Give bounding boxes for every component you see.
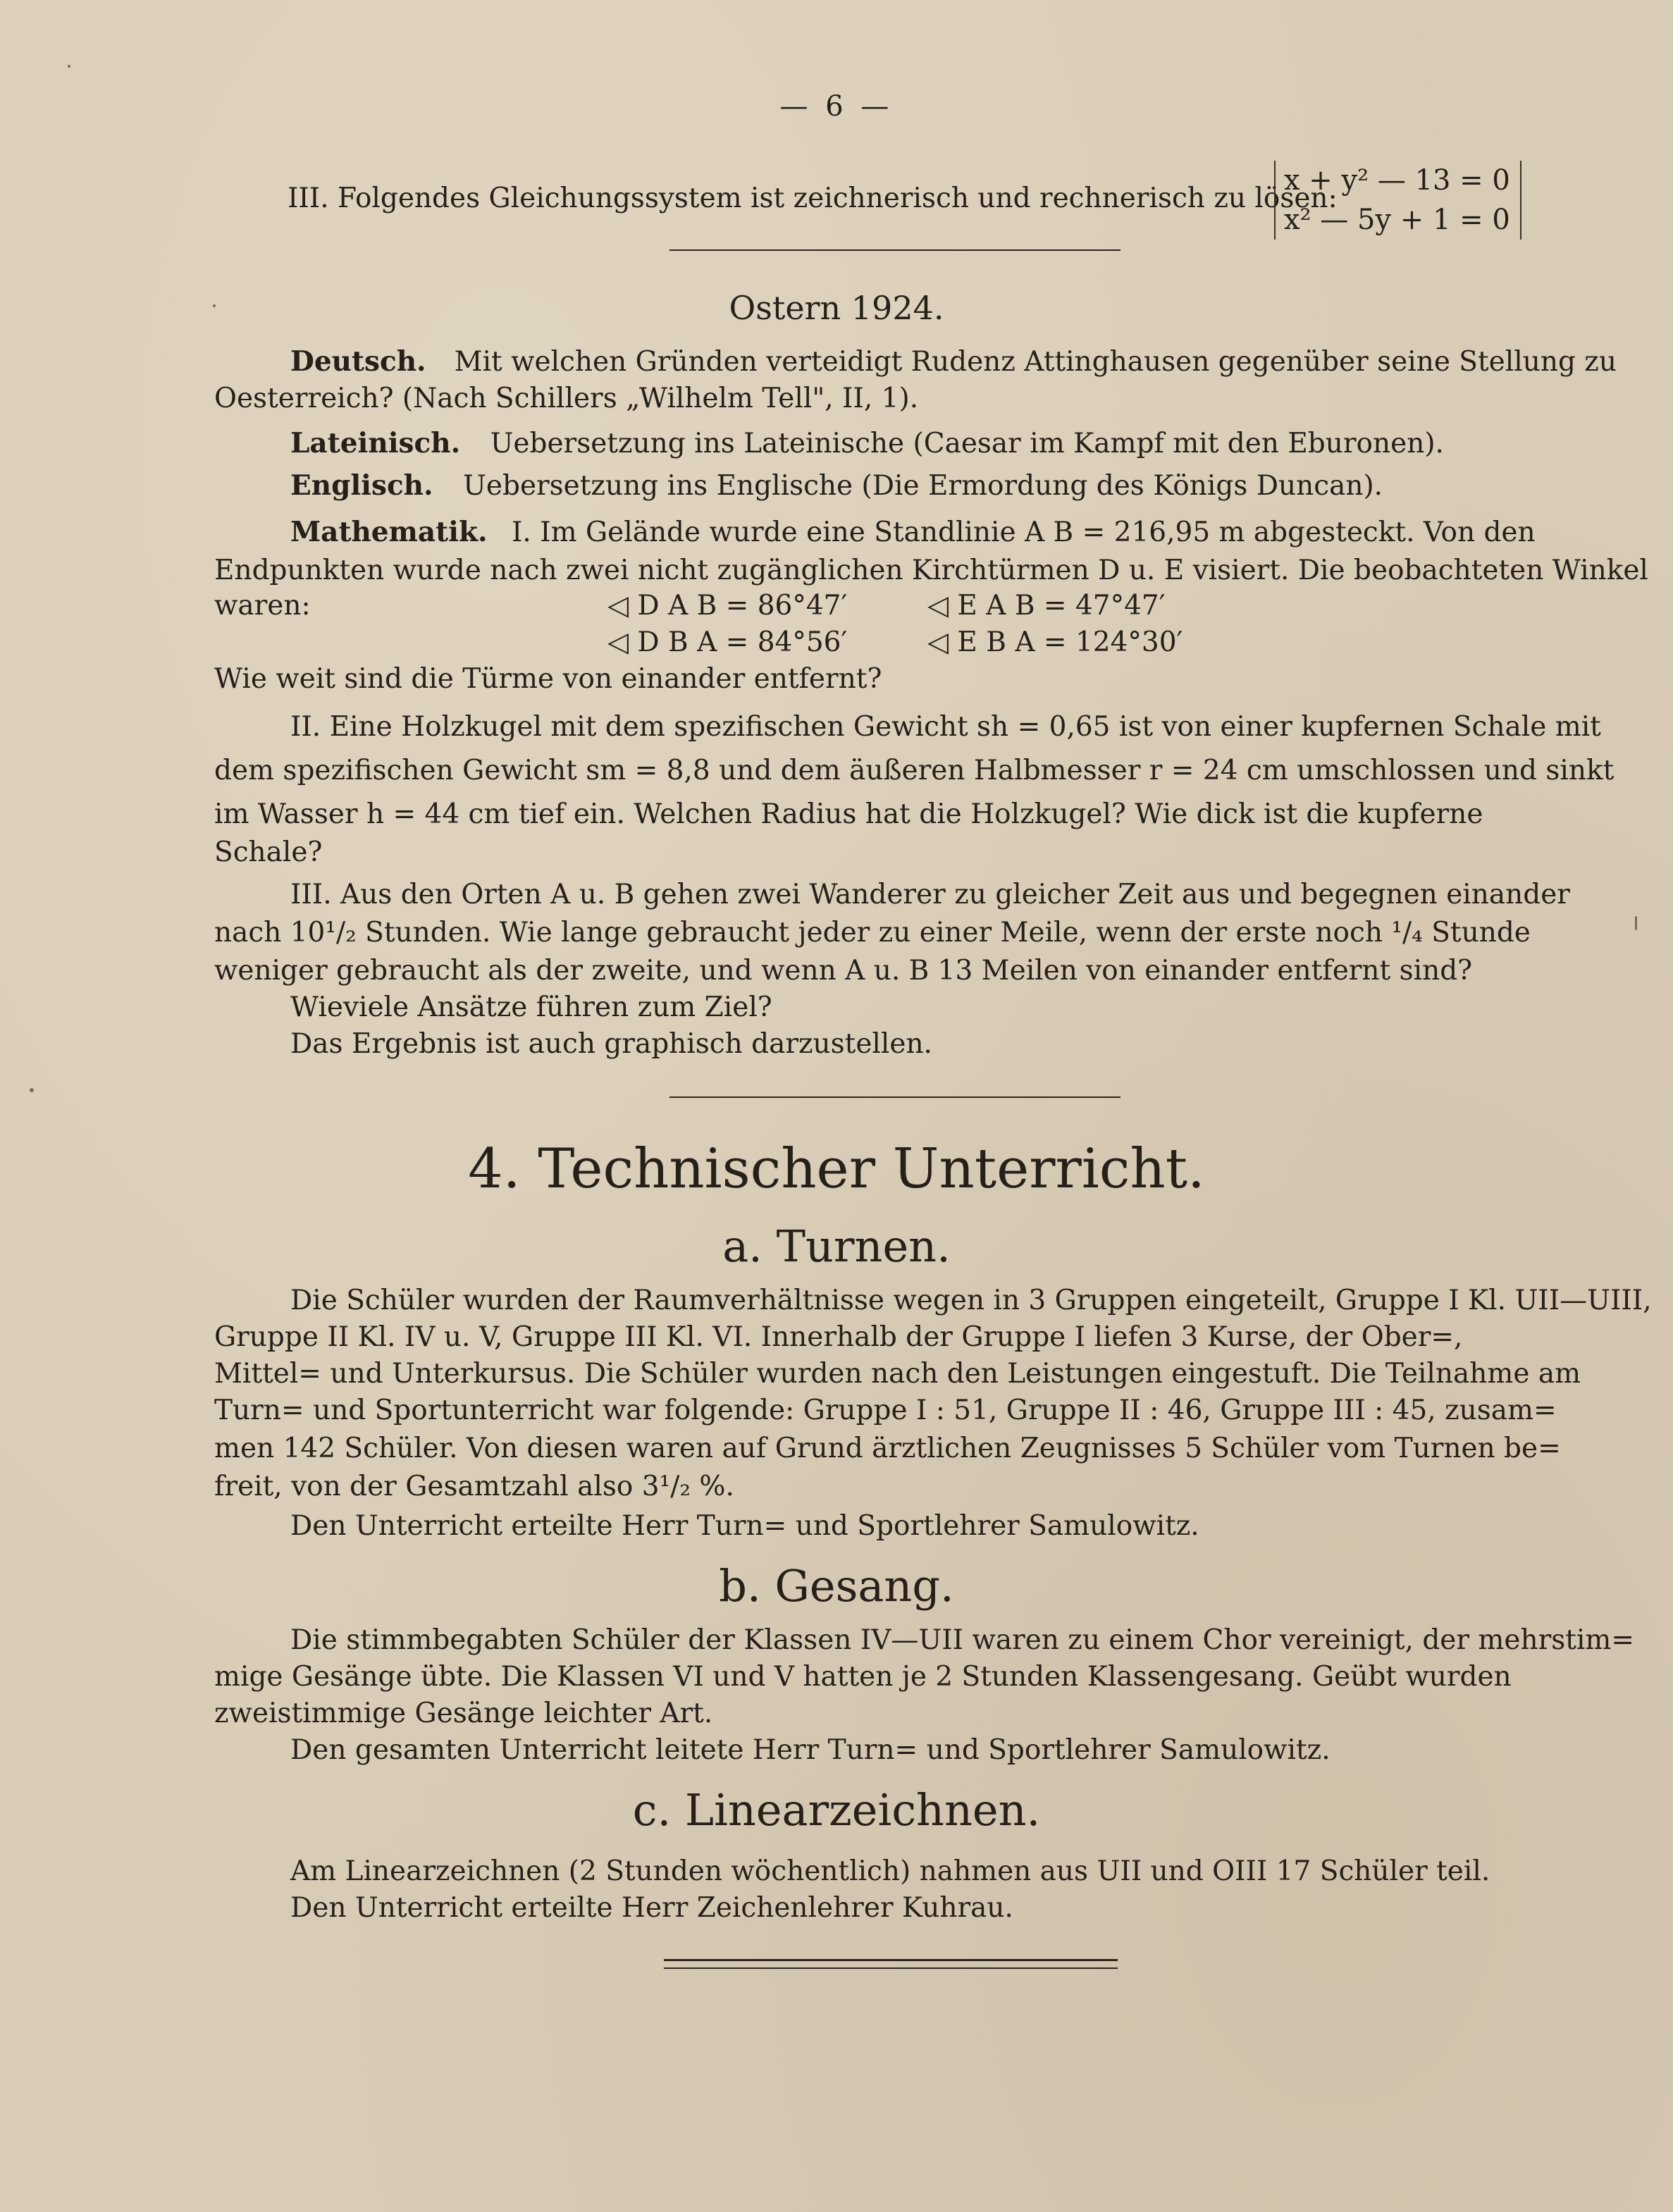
turnen-line-6: freit, von der Gesamtzahl also 3¹/₂ %.	[214, 1471, 734, 1502]
englisch-label: Englisch.	[290, 469, 433, 502]
divider-rule-2	[669, 1096, 1121, 1098]
mathe-label: Mathematik.	[290, 516, 488, 548]
angle-eba: ◁ E B A = 124°30′	[927, 626, 1183, 658]
angle-dab: ◁ D A B = 86°47′	[607, 590, 848, 622]
mathe-line-5: Wie weit sind die Türme von einander entfernt?	[214, 663, 882, 695]
mathe-line-1	[290, 516, 1536, 548]
linearzeichnen-line-1: Am Linearzeichnen (2 Stunden wöchentlich) nahmen aus UII und OIII 17 Schüler teil.	[290, 1855, 1490, 1887]
deutsch-line-2: Oesterreich? (Nach Schillers „Wilhelm Tell", II, 1).	[214, 383, 919, 414]
englisch-line	[290, 469, 1383, 502]
turnen-line-4: Turn= und Sportunterricht war folgende: Gruppe I : 51, Gruppe II : 46, Gruppe III : 45, zusam=	[214, 1395, 1557, 1426]
turnen-line-1: Die Schüler wurden der Raumverhältnisse wegen in 3 Gruppen eingeteilt, Gruppe I Kl. UII—UIII,	[290, 1285, 1652, 1316]
equation-system	[1274, 161, 1521, 240]
gesang-line-4: Den gesamten Unterricht leitete Herr Turn= und Sportlehrer Samulowitz.	[290, 1734, 1331, 1766]
mathe-3-line-1: III. Aus den Orten A u. B gehen zwei Wanderer zu gleicher Zeit aus und begegnen einander	[290, 879, 1570, 910]
mathe-2-line-3: im Wasser h = 44 cm tief ein. Welchen Radius hat die Holzkugel? Wie dick ist die kupferne	[214, 798, 1483, 830]
mathe-3-line-2: nach 10¹/₂ Stunden. Wie lange gebraucht jeder zu einer Meile, wenn der erste noch ¹/₄ Stunde	[214, 917, 1531, 949]
gesang-line-1: Die stimmbegabten Schüler der Klassen IV—UII waren zu einem Chor vereinigt, der mehrstim=	[290, 1624, 1635, 1656]
deutsch-label: Deutsch.	[290, 345, 426, 378]
mathe-3-line-3: weniger gebraucht als der zweite, und wenn A u. B 13 Meilen von einander entfernt sind?	[214, 955, 1473, 987]
mathe-waren: waren:	[214, 590, 311, 622]
gesang-line-3: zweistimmige Gesänge leichter Art.	[214, 1698, 713, 1729]
mathe-2-line-1: II. Eine Holzkugel mit dem spezifischen Gewicht sh = 0,65 ist von einer kupfernen Schale mit	[290, 711, 1601, 743]
mathe-3-line-5: Das Ergebnis ist auch graphisch darzustellen.	[290, 1028, 932, 1060]
paper-speck	[1635, 916, 1637, 930]
deutsch-text: Mit welchen Gründen verteidigt Rudenz Attinghausen gegenüber seine Stellung zu	[454, 346, 1617, 378]
closing-double-rule-top	[664, 1959, 1118, 1961]
paper-speck	[30, 1088, 34, 1092]
mathe-2-line-4: Schale?	[214, 836, 323, 868]
mathe-text-1: I. Im Gelände wurde eine Standlinie A B = 216,95 m abgesteckt. Von den	[512, 517, 1536, 548]
turnen-title: a. Turnen.	[722, 1221, 951, 1272]
linearzeichnen-line-2: Den Unterricht erteilte Herr Zeichenlehrer Kuhrau.	[290, 1892, 1013, 1924]
angle-dba: ◁ D B A = 84°56′	[607, 626, 848, 658]
latein-label: Lateinisch.	[290, 427, 461, 459]
mathe-2-line-2: dem spezifischen Gewicht sm = 8,8 und dem äußeren Halbmesser r = 24 cm umschlossen und sinkt	[214, 755, 1615, 786]
gesang-title: b. Gesang.	[719, 1560, 954, 1612]
paper-speck	[68, 65, 70, 68]
equation-2: x² — 5y + 1 = 0	[1284, 204, 1510, 236]
turnen-line-3: Mittel= und Unterkursus. Die Schüler wurden nach den Leistungen eingestuft. Die Teilnahme am	[214, 1358, 1581, 1390]
mathe-line-2: Endpunkten wurde nach zwei nicht zugänglichen Kirchtürmen D u. E visiert. Die beobachteten Winkel	[214, 555, 1648, 586]
ostern-heading: Ostern 1924.	[729, 289, 944, 327]
angle-eab: ◁ E A B = 47°47′	[927, 590, 1166, 622]
equation-1: x + y² — 13 = 0	[1284, 164, 1510, 197]
turnen-line-7: Den Unterricht erteilte Herr Turn= und Sportlehrer Samulowitz.	[290, 1510, 1199, 1542]
deutsch-line-1	[290, 345, 1617, 378]
closing-double-rule-bottom	[664, 1967, 1118, 1969]
englisch-text: Uebersetzung ins Englische (Die Ermordung des Königs Duncan).	[463, 470, 1383, 502]
problem-3-text: III. Folgendes Gleichungssystem ist zeichnerisch und rechnerisch zu lösen:	[288, 183, 1338, 214]
paper-speck	[213, 304, 216, 307]
latein-text: Uebersetzung ins Lateinische (Caesar im Kampf mit den Eburonen).	[490, 428, 1444, 459]
turnen-line-2: Gruppe II Kl. IV u. V, Gruppe III Kl. VI. Innerhalb der Gruppe I liefen 3 Kurse, der Ober=,	[214, 1321, 1463, 1353]
page-number: — 6 —	[779, 90, 894, 123]
turnen-line-5: men 142 Schüler. Von diesen waren auf Grund ärztlichen Zeugnisses 5 Schüler vom Turnen be=	[214, 1433, 1561, 1464]
divider-rule	[669, 249, 1121, 251]
gesang-line-2: mige Gesänge übte. Die Klassen VI und V hatten je 2 Stunden Klassengesang. Geübt wurden	[214, 1661, 1512, 1693]
mathe-3-line-4: Wieviele Ansätze führen zum Ziel?	[290, 991, 772, 1023]
linearzeichnen-title: c. Linearzeichnen.	[632, 1784, 1041, 1836]
latein-line	[290, 427, 1444, 459]
section-title: 4. Technischer Unterricht.	[468, 1137, 1205, 1201]
